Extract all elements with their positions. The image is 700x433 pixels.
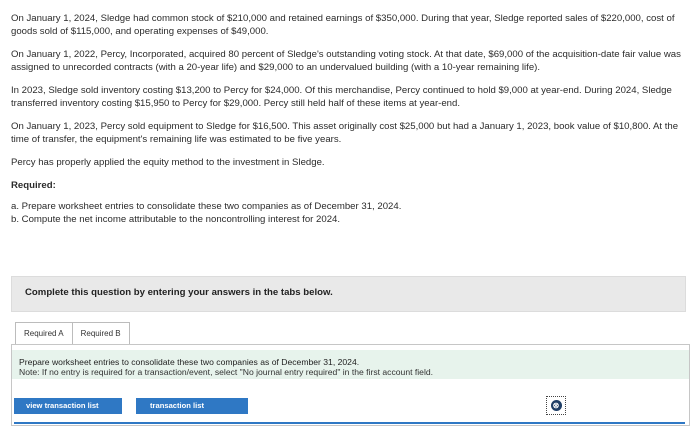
required-heading: Required:: [11, 180, 56, 191]
required-list: [11, 200, 691, 226]
requirement-tabs: [15, 322, 129, 344]
bottom-divider: [14, 422, 685, 424]
tab-required-b[interactable]: Required B: [72, 322, 130, 345]
required-item-b: b. Compute the net income attributable to the noncontrolling interest for 2024.: [11, 214, 341, 225]
instructions-panel: [11, 276, 686, 312]
view-transaction-list-button[interactable]: view transaction list: [14, 398, 122, 414]
instruction-box: [12, 350, 689, 379]
close-icon: ⊗: [551, 400, 562, 411]
problem-paragraph-1: On January 1, 2024, Sledge had common stock of $210,000 and retained earnings of $350,000. During that year, Sledge reported sales of $220,000, cost of goods sold of $115,000, and operating expenses of $49,000.: [11, 13, 675, 37]
problem-paragraph-3: In 2023, Sledge sold inventory costing $13,200 to Percy for $24,000. Of this merchandise, Percy continued to hold $9,000 at year-end. During 2024, Sledge transferred inventory costing $15,950 to Percy for $29,000. Percy still held half of these items at year-end.: [11, 85, 672, 109]
problem-paragraph-2: On January 1, 2022, Percy, Incorporated, acquired 80 percent of Sledge's outstanding voting stock. At that date, $69,000 of the acquisition-date fair value was assigned to unrecorded contracts (with a 20-year life) and $29,000 to an undervalued building (with a 10-year remaining life).: [11, 49, 681, 73]
tab-content: [11, 344, 690, 426]
transaction-list-button[interactable]: transaction list: [136, 398, 248, 414]
required-item-a: a. Prepare worksheet entries to consolidate these two companies as of December 31, 2024.: [11, 201, 402, 212]
problem-statement: [11, 12, 691, 226]
problem-paragraph-4: On January 1, 2023, Percy sold equipment to Sledge for $16,500. This asset originally cost $25,000 but had a January 1, 2023, book value of $10,800. At the time of transfer, the equipment's remaining life was estimated to be five years.: [11, 121, 679, 145]
tab-required-a[interactable]: Required A: [15, 322, 73, 345]
panel-instruction-text: Complete this question by entering your answers in the tabs below.: [25, 287, 333, 298]
problem-paragraph-5: Percy has properly applied the equity method to the investment in Sledge.: [11, 157, 325, 168]
close-button[interactable]: [546, 396, 566, 415]
instruction-note: Note: If no entry is required for a transaction/event, select "No journal entry required" in the first account field.: [19, 367, 434, 377]
instruction-line: Prepare worksheet entries to consolidate these two companies as of December 31, 2024.: [19, 357, 360, 367]
